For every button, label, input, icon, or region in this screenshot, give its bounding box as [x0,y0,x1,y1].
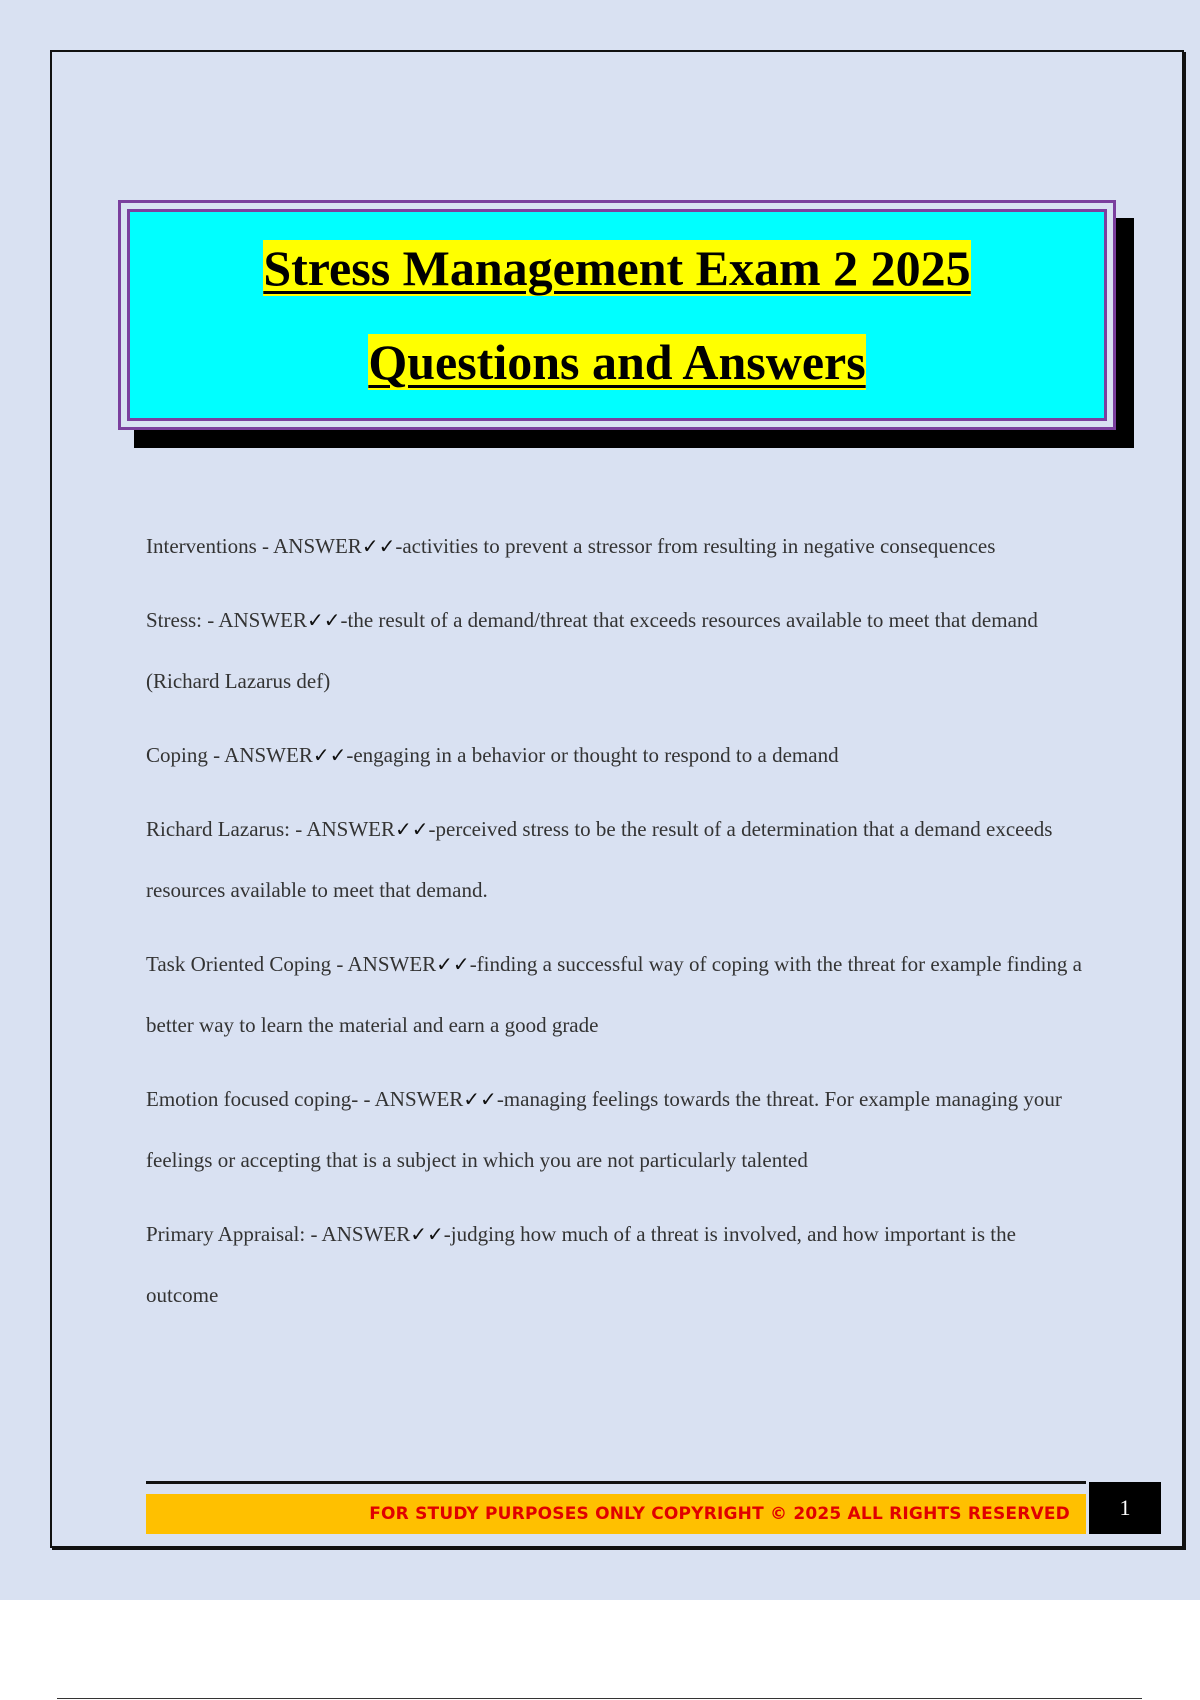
qa-answer: -finding a successful way of coping with the threat for example finding a better way to learn the material and earn a good grade [146,952,1082,1037]
checkmark-icon: ✓✓ [436,952,470,976]
qa-term: Interventions - ANSWER [146,534,362,558]
qa-term: Stress: - ANSWER [146,608,308,632]
qa-item [146,725,1086,786]
title-box-inner [127,209,1107,421]
checkmark-icon: ✓✓ [307,608,341,632]
qa-item [146,590,1086,712]
qa-item [146,799,1086,921]
footer-copyright: FOR STUDY PURPOSES ONLY COPYRIGHT © 2025 ALL RIGHTS RESERVED [369,1504,1070,1524]
qa-answer: -the result of a demand/threat that exceeds resources available to meet that demand (Richard Lazarus def) [146,608,1038,693]
qa-term: Task Oriented Coping - ANSWER [146,952,437,976]
checkmark-icon: ✓✓ [361,534,396,558]
document-title-line-2: Questions and Answers [368,334,866,390]
qa-list [146,516,1086,1339]
qa-term: Richard Lazarus: - ANSWER [146,817,396,841]
checkmark-icon: ✓✓ [463,1087,497,1111]
qa-term: Emotion focused coping- - ANSWER [146,1087,464,1111]
qa-answer: -engaging in a behavior or thought to respond to a demand [346,743,839,767]
qa-item [146,1069,1086,1191]
footer-rule [146,1481,1086,1484]
qa-term: Coping - ANSWER [146,743,313,767]
qa-answer: -judging how much of a threat is involved, and how important is the outcome [146,1222,1016,1307]
footer-banner [146,1494,1086,1534]
page-number-box [1089,1482,1161,1534]
qa-answer: -activities to prevent a stressor from resulting in negative consequences [395,534,996,558]
title-box [118,200,1116,430]
checkmark-icon: ✓✓ [312,743,347,767]
document-title-line-1: Stress Management Exam 2 2025 [263,240,971,296]
qa-item [146,516,1086,577]
qa-answer: -perceived stress to be the result of a determination that a demand exceeds resources available to meet that demand. [146,817,1053,902]
qa-item [146,1204,1086,1326]
checkmark-icon: ✓✓ [410,1222,444,1246]
checkmark-icon: ✓✓ [395,817,429,841]
qa-item [146,934,1086,1056]
page-separator [57,1698,1142,1699]
qa-term: Primary Appraisal: - ANSWER [146,1222,411,1246]
page-number: 1 [1119,1495,1131,1520]
qa-answer: -managing feelings towards the threat. For example managing your feelings or accepting that is a subject in which you are not particularly talented [146,1087,1062,1172]
